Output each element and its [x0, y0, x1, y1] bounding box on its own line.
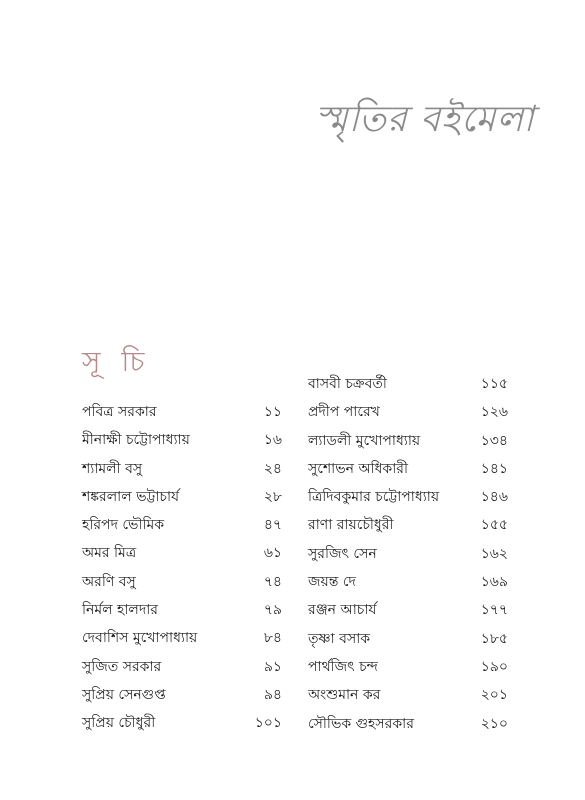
page-number: ১২৬: [480, 404, 508, 421]
author-name: হরিপদ ভৌমিক: [82, 517, 165, 534]
toc-entry: [82, 624, 282, 652]
toc-entry: [308, 568, 508, 596]
toc-entry: [82, 596, 282, 624]
toc-entry: [82, 539, 282, 567]
page-number: ১৯০: [480, 658, 508, 675]
toc-entry: [308, 427, 508, 455]
page-number: ১১: [263, 404, 282, 420]
toc-entry: [82, 681, 282, 709]
page-number: ৭৯: [263, 602, 282, 619]
toc-entry: [82, 653, 282, 681]
author-name: অমর মিত্র: [82, 545, 137, 562]
page-number: ৭৪: [263, 573, 282, 590]
page-number: ১৬: [263, 432, 282, 449]
page-number: ৯১: [263, 658, 282, 675]
toc-entry: [308, 483, 508, 511]
page-number: ১৩৪: [480, 432, 508, 449]
toc-entry: [308, 455, 508, 483]
author-name: অংশুমান কর: [308, 687, 381, 704]
page-number: ৮৪: [263, 630, 282, 647]
author-name: পবিত্র সরকার: [82, 404, 157, 420]
author-name: মীনাক্ষী চট্টোপাধ্যায়: [82, 432, 190, 449]
author-name: নির্মল হালদার: [82, 602, 158, 619]
toc-entry: [308, 625, 508, 653]
page-number: ৪৭: [263, 517, 282, 534]
author-name: সৌভিক গুহসরকার: [308, 715, 414, 732]
author-name: প্রদীপ পারেখ: [308, 404, 380, 421]
toc-entry: [308, 540, 508, 568]
author-name: রঞ্জন আচার্য: [308, 602, 377, 619]
author-name: শ্যামলী বসু: [82, 460, 143, 477]
book-title: স্মৃতির বইমেলা: [315, 99, 535, 140]
page-number: ২৪: [263, 460, 282, 477]
page-number: ১৭৭: [480, 602, 508, 619]
page-number: ১৮৫: [480, 630, 508, 647]
author-name: দেবাশিস মুখোপাধ্যায়: [82, 630, 198, 647]
page-number: ২১০: [480, 715, 508, 732]
toc-entry: [308, 653, 508, 681]
page-number: ১০১: [254, 715, 282, 732]
page-number: ১৬৯: [480, 574, 508, 591]
author-name: সুপ্রিয় সেনগুপ্ত: [82, 686, 166, 703]
author-name: সুরজিৎ সেন: [308, 545, 377, 562]
toc-entry: [82, 455, 282, 483]
author-name: সুজিত সরকার: [82, 658, 162, 675]
author-name: রাণা রায়চৌধুরী: [308, 517, 394, 534]
author-name: শঙ্করলাল ভট্টাচার্য: [82, 488, 180, 505]
author-name: পার্থজিৎ চন্দ: [308, 658, 378, 675]
toc-right-column: [308, 370, 508, 738]
toc-entry: [308, 370, 508, 398]
toc-entry: [308, 596, 508, 624]
author-name: অরণি বসু: [82, 573, 136, 590]
page-number: ১৪৬: [480, 489, 508, 506]
toc-entry: [82, 568, 282, 596]
author-name: জয়ন্ত দে: [308, 574, 356, 591]
toc-entry: [308, 681, 508, 709]
page-number: ১৫৫: [480, 517, 508, 534]
toc-entry: [82, 709, 282, 737]
page-number: ২৮: [263, 488, 282, 505]
toc-entry: [308, 710, 508, 738]
author-name: বাসবী চক্রবর্তী: [308, 376, 387, 392]
author-name: ল্যাডলী মুখোপাধ্যায়: [308, 432, 421, 449]
page-number: ২০১: [480, 687, 508, 704]
author-name: সুশোভন অধিকারী: [308, 460, 408, 477]
author-name: তৃষ্ণা বসাক: [308, 630, 371, 647]
toc-entry: [82, 398, 282, 426]
toc-entry: [82, 426, 282, 454]
page-number: ১৬২: [480, 545, 508, 562]
toc-entry: [308, 398, 508, 426]
author-name: সুপ্রিয় চৌধুরী: [82, 715, 156, 732]
toc-left-column: [82, 398, 282, 738]
author-name: ত্রিদিবকুমার চট্টোপাধ্যায়: [308, 489, 440, 506]
toc-heading: সূ চি: [82, 345, 151, 378]
toc-entry: [82, 511, 282, 539]
page-number: ১১৫: [480, 376, 508, 392]
page-number: ৯৪: [263, 686, 282, 703]
page-number: ১৪১: [480, 460, 508, 477]
page-number: ৬১: [263, 545, 282, 562]
toc-entry: [308, 511, 508, 539]
toc-entry: [82, 483, 282, 511]
